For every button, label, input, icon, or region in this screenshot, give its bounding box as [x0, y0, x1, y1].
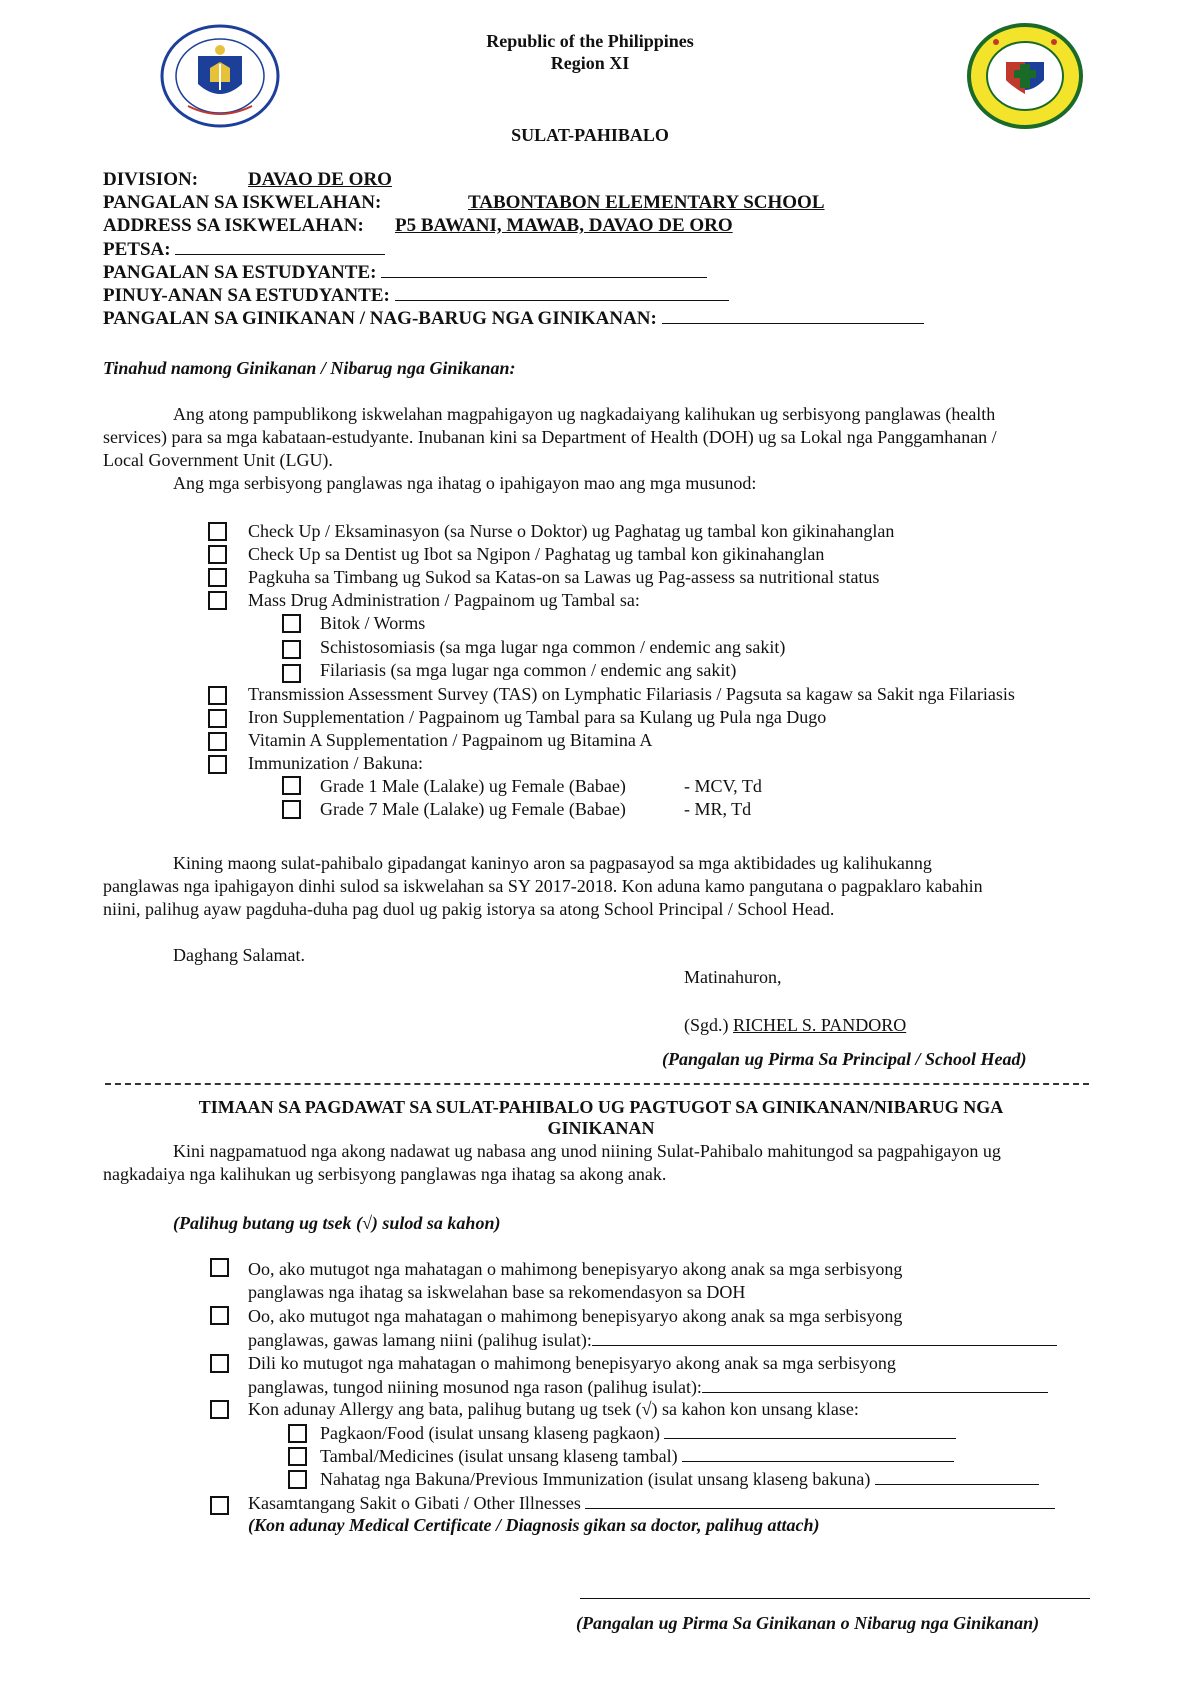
- parent-name-field[interactable]: [662, 306, 924, 324]
- intro-line-2: services) para sa mga kabataan-estudyante. Inubanan kini sa Department of Health (DOH) ug sa Lokal nga Panggamhanan /: [103, 427, 997, 447]
- parent-name-row: [103, 306, 924, 330]
- checkbox-service-immunization[interactable]: [208, 755, 227, 774]
- address-label: ADDRESS SA ISKWELAHAN:: [103, 215, 364, 236]
- address-value: P5 BAWANI, MAWAB, DAVAO DE ORO: [395, 215, 733, 236]
- checkbox-consent-agree[interactable]: [210, 1258, 229, 1277]
- school-label: PANGALAN SA ISKWELAHAN:: [103, 192, 382, 213]
- service-item: Check Up / Eksaminasyon (sa Nurse o Doktor) ug Paghatag ug tambal kon gikinahanglan: [248, 521, 895, 541]
- student-address-row: [103, 283, 729, 307]
- parent-name-label: PANGALAN SA GINIKANAN / NAG-BARUG NGA GINIKANAN:: [103, 308, 657, 329]
- closing-line-1: Kining maong sulat-pahibalo gipadangat kaninyo aron sa pagpasayod sa mga aktibidades ug kalihukanng: [173, 853, 932, 873]
- checkbox-allergy-medicine[interactable]: [288, 1447, 307, 1466]
- checkbox-service-schisto[interactable]: [282, 640, 301, 659]
- consent-line-2: nagkadaiya nga kalihukan ug serbisyong panglawas nga ihatag sa akong anak.: [103, 1164, 667, 1184]
- allergy-medicine-label: Tambal/Medicines (isulat unsang klaseng tambal): [320, 1446, 678, 1466]
- vaccine-label: - MCV, Td: [684, 776, 762, 796]
- checkbox-service-nutrition[interactable]: [208, 568, 227, 587]
- cut-line-divider: [105, 1083, 1089, 1085]
- checkbox-allergy-food[interactable]: [288, 1424, 307, 1443]
- service-item: Immunization / Bakuna:: [248, 753, 423, 773]
- parent-signature-line[interactable]: [580, 1598, 1090, 1599]
- intro-paragraph: [103, 403, 1103, 495]
- date-field[interactable]: [175, 237, 385, 255]
- service-subitem: Grade 1 Male (Lalake) ug Female (Babae): [320, 776, 626, 796]
- consent-option: Kon adunay Allergy ang bata, palihug butang ug tsek (√) sa kahon kon unsang klase:: [248, 1399, 859, 1419]
- service-item: Transmission Assessment Survey (TAS) on Lymphatic Filariasis / Pagsuta sa kagaw sa Sakit nga Filariasis: [248, 684, 1015, 704]
- school-row: [103, 191, 825, 214]
- checkbox-service-checkup[interactable]: [208, 522, 227, 541]
- checkbox-consent-disagree[interactable]: [210, 1354, 229, 1373]
- allergy-subitem: [320, 1421, 956, 1444]
- vaccine-label: - MR, Td: [684, 799, 752, 819]
- consent-option: [248, 1328, 1057, 1351]
- student-name-label: PANGALAN SA ESTUDYANTE:: [103, 262, 377, 283]
- division-value: DAVAO DE ORO: [248, 169, 392, 190]
- other-illness-field[interactable]: [585, 1491, 1055, 1509]
- consent-option: Dili ko mutugot nga mahatagan o mahimong benepisyaryo akong anak sa mga serbisyong: [248, 1353, 896, 1373]
- allergy-subitem: [320, 1467, 1039, 1490]
- consent-option: Oo, ako mutugot nga mahatagan o mahimong benepisyaryo akong anak sa mga serbisyong: [248, 1306, 903, 1326]
- principal-signature: [684, 1014, 906, 1036]
- service-item: Iron Supplementation / Pagpainom ug Tambal para sa Kulang ug Pula nga Dugo: [248, 707, 827, 727]
- closing-line-3: niini, palihug ayaw pagduha-duha pag duol ug pakig istorya sa atong School Principal / School Head.: [103, 899, 835, 919]
- document-title: SULAT-PAHIBALO: [511, 125, 669, 145]
- consent-title-line-1: TIMAAN SA PAGDAWAT SA SULAT-PAHIBALO UG PAGTUGOT SA GINIKANAN/NIBARUG NGA: [198, 1097, 1004, 1117]
- checkbox-service-filariasis[interactable]: [282, 664, 301, 683]
- principal-name: RICHEL S. PANDORO: [733, 1015, 907, 1035]
- service-item: Check Up sa Dentist ug Ibot sa Ngipon / Paghatag ug tambal kon gikinahanglan: [248, 544, 825, 564]
- checkbox-service-iron[interactable]: [208, 709, 227, 728]
- medical-certificate-note: (Kon adunay Medical Certificate / Diagnosis gikan sa doctor, palihug attach): [248, 1515, 820, 1535]
- consent-instruction: (Palihug butang ug tsek (√) sulod sa kahon): [173, 1213, 501, 1233]
- principal-caption: (Pangalan ug Pirma Sa Principal / School Head): [662, 1049, 1027, 1069]
- consent-line-1: Kini nagpamatuod nga akong nadawat ug nabasa ang unod niining Sulat-Pahibalo mahitungod sa pagpahigayon ug: [173, 1141, 1001, 1161]
- checkbox-grade7[interactable]: [282, 800, 301, 819]
- consent-title-line-2: GINIKANAN: [547, 1118, 655, 1138]
- service-item: Mass Drug Administration / Pagpainom ug Tambal sa:: [248, 590, 640, 610]
- service-subitem: Schistosomiasis (sa mga lugar nga common / endemic ang sakit): [320, 637, 786, 657]
- exception-field[interactable]: [592, 1328, 1057, 1346]
- allergy-vaccine-label: Nahatag nga Bakuna/Previous Immunization (isulat unsang klaseng bakuna): [320, 1469, 871, 1489]
- consent-option: [248, 1491, 1055, 1514]
- allergy-food-label: Pagkaon/Food (isulat unsang klaseng pagkaon): [320, 1423, 660, 1443]
- checkbox-service-tas[interactable]: [208, 686, 227, 705]
- division-row: [103, 168, 392, 191]
- checkbox-grade1[interactable]: [282, 776, 301, 795]
- sgd-label: (Sgd.): [684, 1015, 729, 1035]
- respectfully: Matinahuron,: [684, 967, 782, 987]
- allergy-subitem: [320, 1444, 954, 1467]
- deped-seal: [158, 22, 282, 130]
- checkbox-allergy[interactable]: [210, 1400, 229, 1419]
- consent-option: [248, 1375, 1048, 1398]
- intro-line-4: Ang mga serbisyong panglawas nga ihatag o ipahigayon mao ang mga musunod:: [173, 473, 757, 493]
- consent-option: panglawas nga ihatag sa iskwelahan base sa rekomendasyon sa DOH: [248, 1282, 746, 1302]
- doh-seal: [966, 22, 1084, 130]
- consent-paragraph: [103, 1140, 1103, 1186]
- reason-field[interactable]: [702, 1375, 1048, 1393]
- republic-label: Republic of the Philippines: [486, 31, 694, 51]
- address-row: [103, 214, 733, 237]
- service-subitem: Grade 7 Male (Lalake) ug Female (Babae): [320, 799, 626, 819]
- checkbox-service-vitamin-a[interactable]: [208, 732, 227, 751]
- consent-option-text: panglawas, gawas lamang niini (palihug isulat):: [248, 1330, 592, 1350]
- student-name-field[interactable]: [381, 260, 707, 278]
- salutation: Tinahud namong Ginikanan / Nibarug nga Ginikanan:: [103, 358, 516, 378]
- consent-option: Oo, ako mutugot nga mahatagan o mahimong benepisyaryo akong anak sa mga serbisyong: [248, 1259, 903, 1279]
- service-item: Vitamin A Supplementation / Pagpainom ug Bitamina A: [248, 730, 653, 750]
- checkbox-consent-agree-except[interactable]: [210, 1306, 229, 1325]
- allergy-food-field[interactable]: [664, 1421, 956, 1439]
- school-value: TABONTABON ELEMENTARY SCHOOL: [468, 192, 825, 213]
- checkbox-service-mda[interactable]: [208, 591, 227, 610]
- student-address-label: PINUY-ANAN SA ESTUDYANTE:: [103, 285, 390, 306]
- other-illness-label: Kasamtangang Sakit o Gibati / Other Illnesses: [248, 1493, 581, 1513]
- date-label: PETSA:: [103, 239, 171, 260]
- checkbox-service-worms[interactable]: [282, 614, 301, 633]
- consent-option-text: panglawas, tungod niining mosunod nga rason (palihug isulat):: [248, 1377, 702, 1397]
- date-row: [103, 237, 385, 261]
- checkbox-service-dental[interactable]: [208, 545, 227, 564]
- intro-line-1: Ang atong pampublikong iskwelahan magpahigayon ug nagkadaiyang kalihukan ug serbisyong panglawas (health: [173, 404, 996, 424]
- division-label: DIVISION:: [103, 169, 199, 190]
- service-item: Pagkuha sa Timbang ug Sukod sa Katas-on sa Lawas ug Pag-assess sa nutritional status: [248, 567, 880, 587]
- region-label: Region XI: [550, 53, 630, 73]
- closing-paragraph: [103, 852, 1103, 921]
- checkbox-allergy-vaccine[interactable]: [288, 1470, 307, 1489]
- student-name-row: [103, 260, 707, 284]
- allergy-medicine-field[interactable]: [682, 1444, 954, 1462]
- closing-line-2: panglawas nga ipahigayon dinhi sulod sa iskwelahan sa SY 2017-2018. Kon aduna kamo pangutana o pagpaklaro kabahin: [103, 876, 983, 896]
- thanks: Daghang Salamat.: [173, 945, 305, 965]
- parent-signature-caption: (Pangalan ug Pirma Sa Ginikanan o Nibarug nga Ginikanan): [576, 1613, 1040, 1633]
- student-address-field[interactable]: [395, 283, 729, 301]
- allergy-vaccine-field[interactable]: [875, 1467, 1039, 1485]
- intro-line-3: Local Government Unit (LGU).: [103, 450, 333, 470]
- service-subitem: Filariasis (sa mga lugar nga common / endemic ang sakit): [320, 660, 737, 680]
- checkbox-other-illness[interactable]: [210, 1496, 229, 1515]
- service-subitem: Bitok / Worms: [320, 613, 426, 633]
